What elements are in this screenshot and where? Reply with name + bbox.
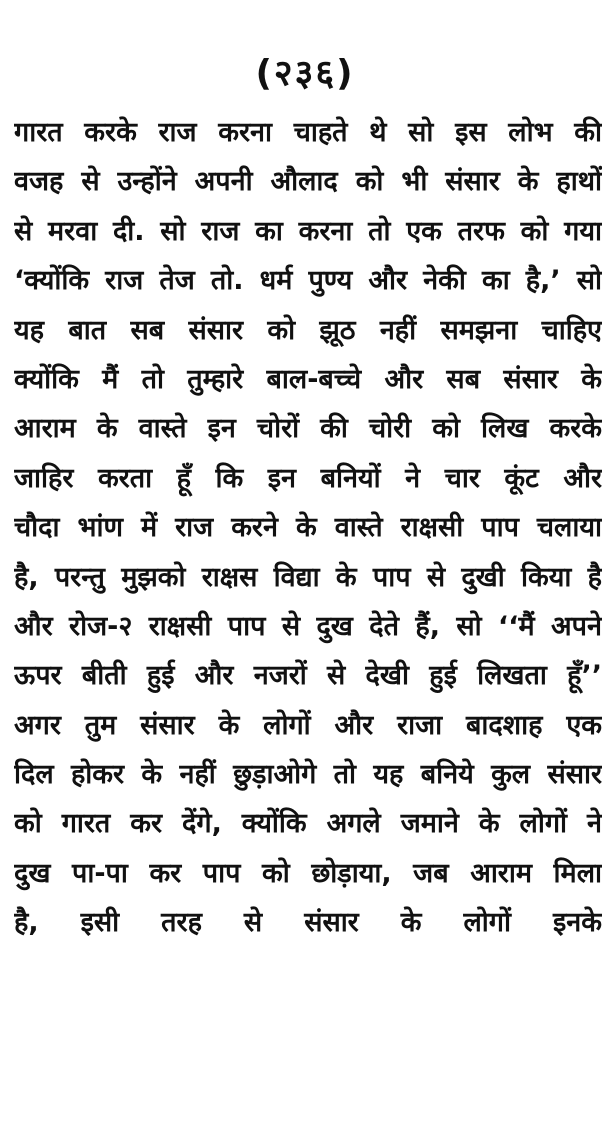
text-line: क्योंकि मैं तो तुम्हारे बाल-बच्चे और सब संसार के — [14, 363, 602, 395]
text-line: और रोज-२ राक्षसी पाप से दुख देते हैं, सो ‘‘मैं अपने — [14, 610, 602, 642]
text-line: अगर तुम संसार के लोगों और राजा बादशाह एक — [14, 709, 602, 741]
body-text — [14, 108, 602, 948]
text-line: ‘क्योंकि राज तेज तो. धर्म पुण्य और नेकी का है,’ सो — [14, 265, 602, 297]
text-line: दिल होकर के नहीं छुड़ाओगे तो यह बनिये कुल संसार — [14, 759, 602, 791]
text-line: है, इसी तरह से संसार के लोगों इनके — [14, 907, 602, 939]
text-line: को गारत कर देंगे, क्योंकि अगले जमाने के लोगों ने — [14, 808, 602, 840]
text-line: से मरवा दी. सो राज का करना तो एक तरफ को गया — [14, 215, 602, 247]
text-line: ऊपर बीती हुई और नजरों से देखी हुई लिखता हूँ’’ — [14, 660, 602, 692]
text-line: है, परन्तु मुझको राक्षस विद्या के पाप से दुखी किया है — [14, 561, 602, 593]
text-line: वजह से उन्होंने अपनी औलाद को भी संसार के हाथों — [14, 166, 602, 198]
text-line: यह बात सब संसार को झूठ नहीं समझना चाहिए — [14, 314, 602, 346]
text-line: गारत करके राज करना चाहते थे सो इस लोभ की — [14, 117, 602, 148]
page-number: (२३६) — [255, 53, 355, 94]
text-line: चौदा भांण में राज करने के वास्ते राक्षसी पाप चलाया — [14, 512, 602, 544]
text-line: जाहिर करता हूँ कि इन बनियों ने चार कूंट और — [14, 462, 602, 494]
text-line: दुख पा-पा कर पाप को छोड़ाया, जब आराम मिला — [14, 857, 602, 889]
text-line: आराम के वास्ते इन चोरों की चोरी को लिख करके — [14, 413, 602, 445]
